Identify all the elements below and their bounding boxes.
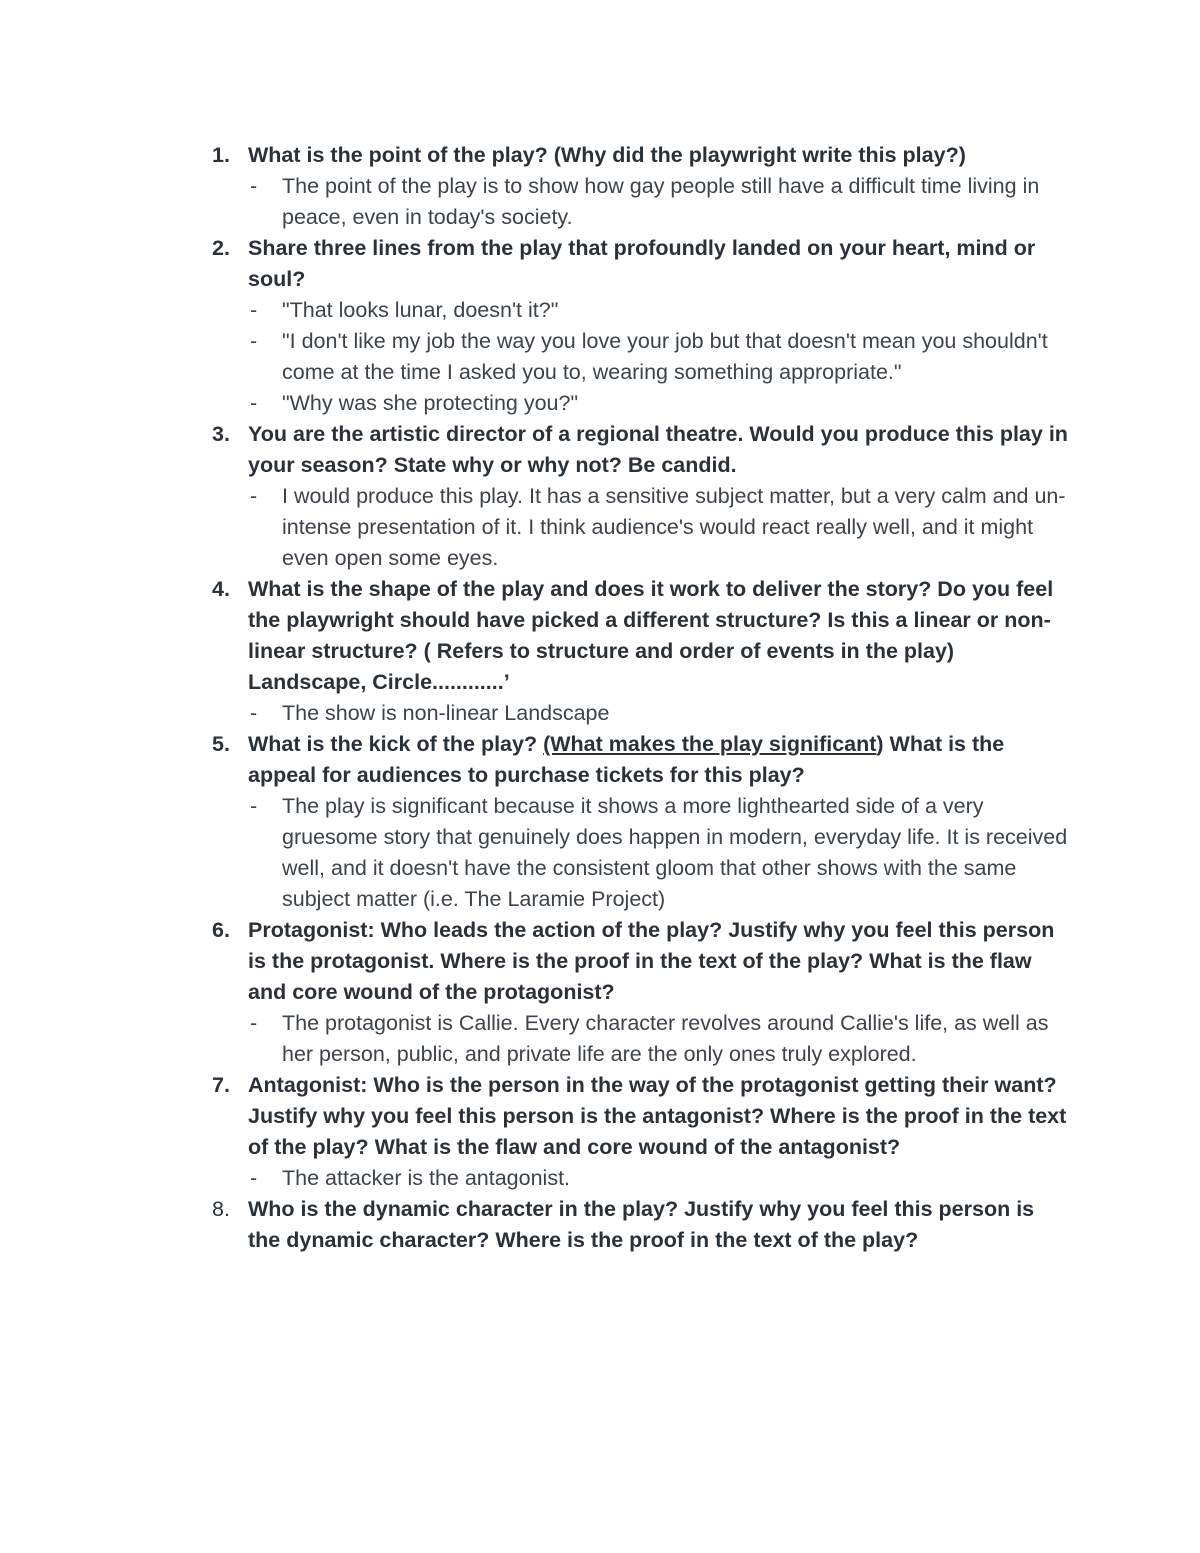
answer-item (0, 1163, 1072, 1194)
answer-item (0, 1008, 1072, 1070)
answer-text: "That looks lunar, doesn't it?" (282, 298, 559, 322)
question-text (248, 732, 1004, 787)
dash-bullet: - (250, 701, 258, 725)
dash-bullet: - (250, 1011, 258, 1035)
question-number: 2. (212, 236, 230, 260)
question-number: 8. (212, 1197, 230, 1221)
question-number: 4. (212, 577, 230, 601)
question-3 (0, 419, 1068, 481)
dash-bullet: - (250, 174, 258, 198)
answer-item (0, 388, 1072, 419)
answer-item (0, 295, 1072, 326)
dash-bullet: - (250, 329, 258, 353)
dash-bullet: - (250, 298, 258, 322)
question-number: 6. (212, 918, 230, 942)
dash-bullet: - (250, 1166, 258, 1190)
answer-text: The attacker is the antagonist. (282, 1166, 571, 1190)
dash-bullet: - (250, 391, 258, 415)
answer-item (0, 698, 1072, 729)
question-number: 7. (212, 1073, 230, 1097)
question-4 (0, 574, 1068, 698)
answer-item (0, 791, 1072, 915)
question-text: What is the point of the play? (Why did the playwright write this play?) (248, 143, 966, 167)
question-number: 1. (212, 143, 230, 167)
answer-text: "Why was she protecting you?" (282, 391, 579, 415)
question-text: What is the shape of the play and does it work to deliver the story? Do you feel the playwright should have picked a different structure? Is this a linear or non-linear structure? ( Refers to structure and order of events in the play) Landscape, Circle............’ (248, 577, 1054, 694)
answer-item (0, 326, 1072, 388)
question-text-start: What is the kick of the play? (248, 732, 544, 756)
answer-item (0, 171, 1072, 233)
answer-text: "I don't like my job the way you love your job but that doesn't mean you shouldn't come at the time I asked you to, wearing something appropriate." (282, 329, 1048, 384)
question-text-end: ) What is the appeal for audiences to purchase tickets for this play? (248, 732, 1005, 787)
dash-bullet: - (250, 484, 258, 508)
question-text-underlined: (What makes the play significant (543, 732, 877, 756)
answer-text: The show is non-linear Landscape (282, 701, 610, 725)
answer-text: The point of the play is to show how gay people still have a difficult time living in peace, even in today's society. (282, 174, 1040, 229)
question-7 (0, 1070, 1068, 1163)
answer-text: The protagonist is Callie. Every character revolves around Callie's life, as well as her person, public, and private life are the only ones truly explored. (282, 1011, 1049, 1066)
question-text: Who is the dynamic character in the play? Justify why you feel this person is the dynamic character? Where is the proof in the text of the play? (248, 1197, 1035, 1252)
question-8 (0, 1194, 1068, 1256)
question-1 (0, 140, 1068, 171)
answer-item (0, 481, 1072, 574)
question-text: Antagonist: Who is the person in the way of the protagonist getting their want? Justify why you feel this person is the antagonist? Where is the proof in the text of the play? What is the flaw and core wound of the antagonist? (248, 1073, 1067, 1159)
question-2 (0, 233, 1068, 295)
answer-text: I would produce this play. It has a sensitive subject matter, but a very calm and un-intense presentation of it. I think audience's would react really well, and it might even open some eyes. (282, 484, 1066, 570)
question-5 (0, 729, 1068, 791)
question-6 (0, 915, 1068, 1008)
dash-bullet: - (250, 794, 258, 818)
question-number: 3. (212, 422, 230, 446)
question-number: 5. (212, 732, 230, 756)
question-text: You are the artistic director of a regional theatre. Would you produce this play in your season? State why or why not? Be candid. (248, 422, 1068, 477)
answer-text: The play is significant because it shows a more lighthearted side of a very gruesome story that genuinely does happen in modern, everyday life. It is received well, and it doesn't have the consistent gloom that other shows with the same subject matter (i.e. The Laramie Project) (282, 794, 1068, 911)
question-text: Share three lines from the play that profoundly landed on your heart, mind or soul? (248, 236, 1036, 291)
question-text: Protagonist: Who leads the action of the play? Justify why you feel this person is the protagonist. Where is the proof in the text of the play? What is the flaw and core wound of the protagonist? (248, 918, 1055, 1004)
document-page (0, 140, 1200, 1256)
